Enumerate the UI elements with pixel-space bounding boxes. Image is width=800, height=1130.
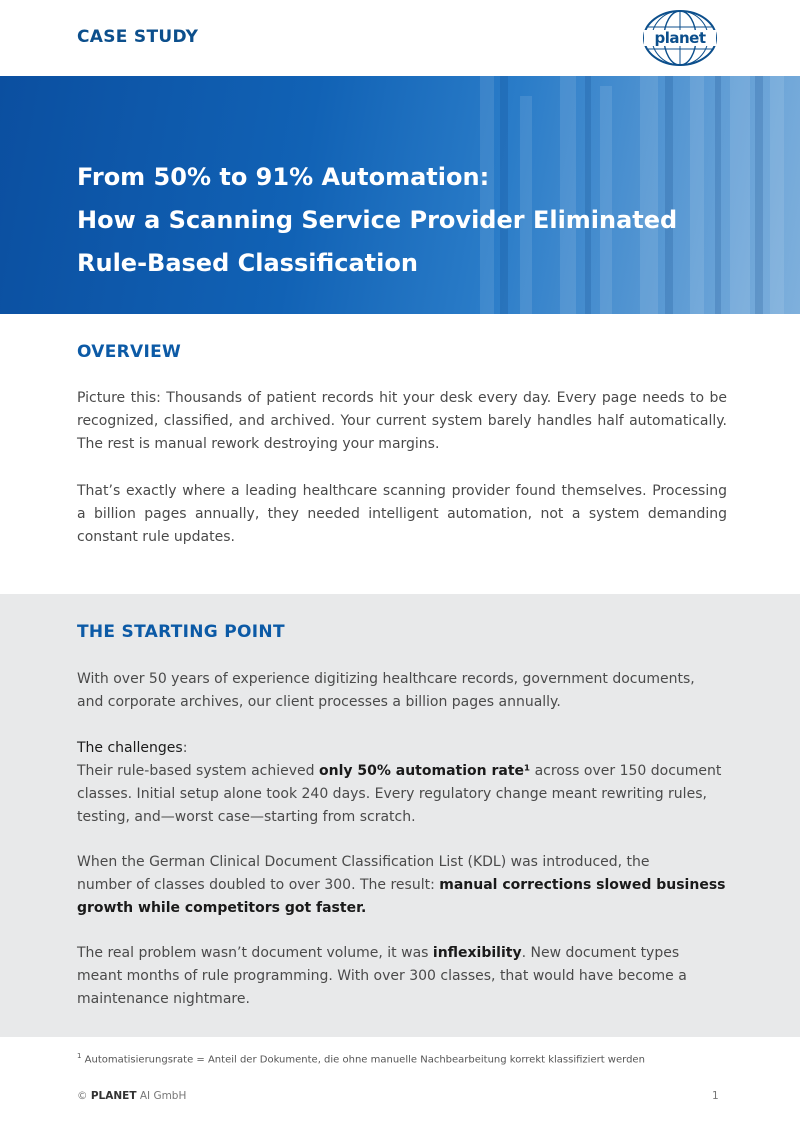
kdl-highlight-continued: growth while competitors got faster. bbox=[77, 900, 367, 916]
page-header bbox=[0, 0, 800, 76]
text-line: With over 50 years of experience digitizing healthcare records, government documents, bbox=[77, 671, 695, 687]
challenges-paragraph bbox=[77, 737, 727, 829]
company-suffix: AI GmbH bbox=[136, 1090, 187, 1102]
colon: : bbox=[182, 740, 188, 756]
starting-point-intro bbox=[77, 668, 727, 714]
text-run: . New document types bbox=[521, 945, 680, 961]
text-line bbox=[77, 760, 727, 783]
text-line: testing, and—worst case—starting from scratch. bbox=[77, 809, 416, 825]
text-run: across over 150 document bbox=[530, 763, 722, 779]
inflexibility-highlight: inflexibility bbox=[432, 945, 522, 961]
challenges-label: The challenges bbox=[77, 740, 183, 756]
automation-rate-highlight: only 50% automation rate¹ bbox=[318, 763, 531, 779]
page-title bbox=[77, 156, 737, 285]
footnote-marker: 1 bbox=[77, 1052, 82, 1060]
text-line bbox=[77, 874, 727, 897]
text-line: meant months of rule programming. With over 300 classes, that would have become a bbox=[77, 968, 687, 984]
text-line: When the German Clinical Document Classification List (KDL) was introduced, the bbox=[77, 854, 650, 870]
kdl-paragraph bbox=[77, 851, 727, 920]
text-run: The real problem wasn’t document volume, it was bbox=[77, 945, 433, 961]
text-run: Their rule-based system achieved bbox=[77, 763, 319, 779]
document-kicker: CASE STUDY bbox=[77, 27, 199, 47]
footer-copyright bbox=[77, 1090, 186, 1102]
starting-point-heading: THE STARTING POINT bbox=[77, 622, 285, 642]
text-run: number of classes doubled to over 300. The result: bbox=[77, 877, 440, 893]
challenges-label-line bbox=[77, 737, 727, 760]
hero-banner bbox=[0, 76, 800, 314]
text-line: constant rule updates. bbox=[77, 529, 235, 545]
text-line: recognized, classified, and archived. Your current system barely handles half automatically. bbox=[77, 413, 727, 429]
title-line-3: Rule-Based Classification bbox=[77, 249, 418, 277]
text-line: The rest is manual rework destroying your margins. bbox=[77, 436, 440, 452]
text-line: classes. Initial setup alone took 240 days. Every regulatory change meant rewriting rules, bbox=[77, 786, 707, 802]
overview-heading: OVERVIEW bbox=[77, 342, 182, 362]
planet-logo-icon bbox=[638, 8, 722, 68]
footnote bbox=[77, 1052, 645, 1065]
overview-paragraph-2 bbox=[77, 480, 727, 549]
page-number: 1 bbox=[712, 1090, 719, 1102]
company-name: PLANET bbox=[90, 1090, 137, 1102]
title-line-2: How a Scanning Service Provider Eliminated bbox=[77, 206, 678, 234]
copyright-symbol: © bbox=[77, 1090, 88, 1102]
text-line: maintenance nightmare. bbox=[77, 991, 250, 1007]
text-line: That’s exactly where a leading healthcare scanning provider found themselves. Processing bbox=[77, 483, 727, 499]
text-line bbox=[77, 942, 727, 965]
footnote-text: Automatisierungsrate = Anteil der Dokumente, die ohne manuelle Nachbearbeitung korrekt klassifiziert werden bbox=[81, 1054, 645, 1066]
real-problem-paragraph bbox=[77, 942, 727, 1011]
kdl-highlight: manual corrections slowed business bbox=[439, 877, 726, 893]
text-line: Picture this: Thousands of patient records hit your desk every day. Every page needs to be bbox=[77, 390, 727, 406]
logo-text: planet bbox=[654, 29, 706, 47]
text-line: a billion pages annually, they needed intelligent automation, not a system demanding bbox=[77, 506, 727, 522]
overview-paragraph-1 bbox=[77, 387, 727, 456]
title-line-1: From 50% to 91% Automation: bbox=[77, 163, 490, 191]
text-line: and corporate archives, our client processes a billion pages annually. bbox=[77, 694, 561, 710]
